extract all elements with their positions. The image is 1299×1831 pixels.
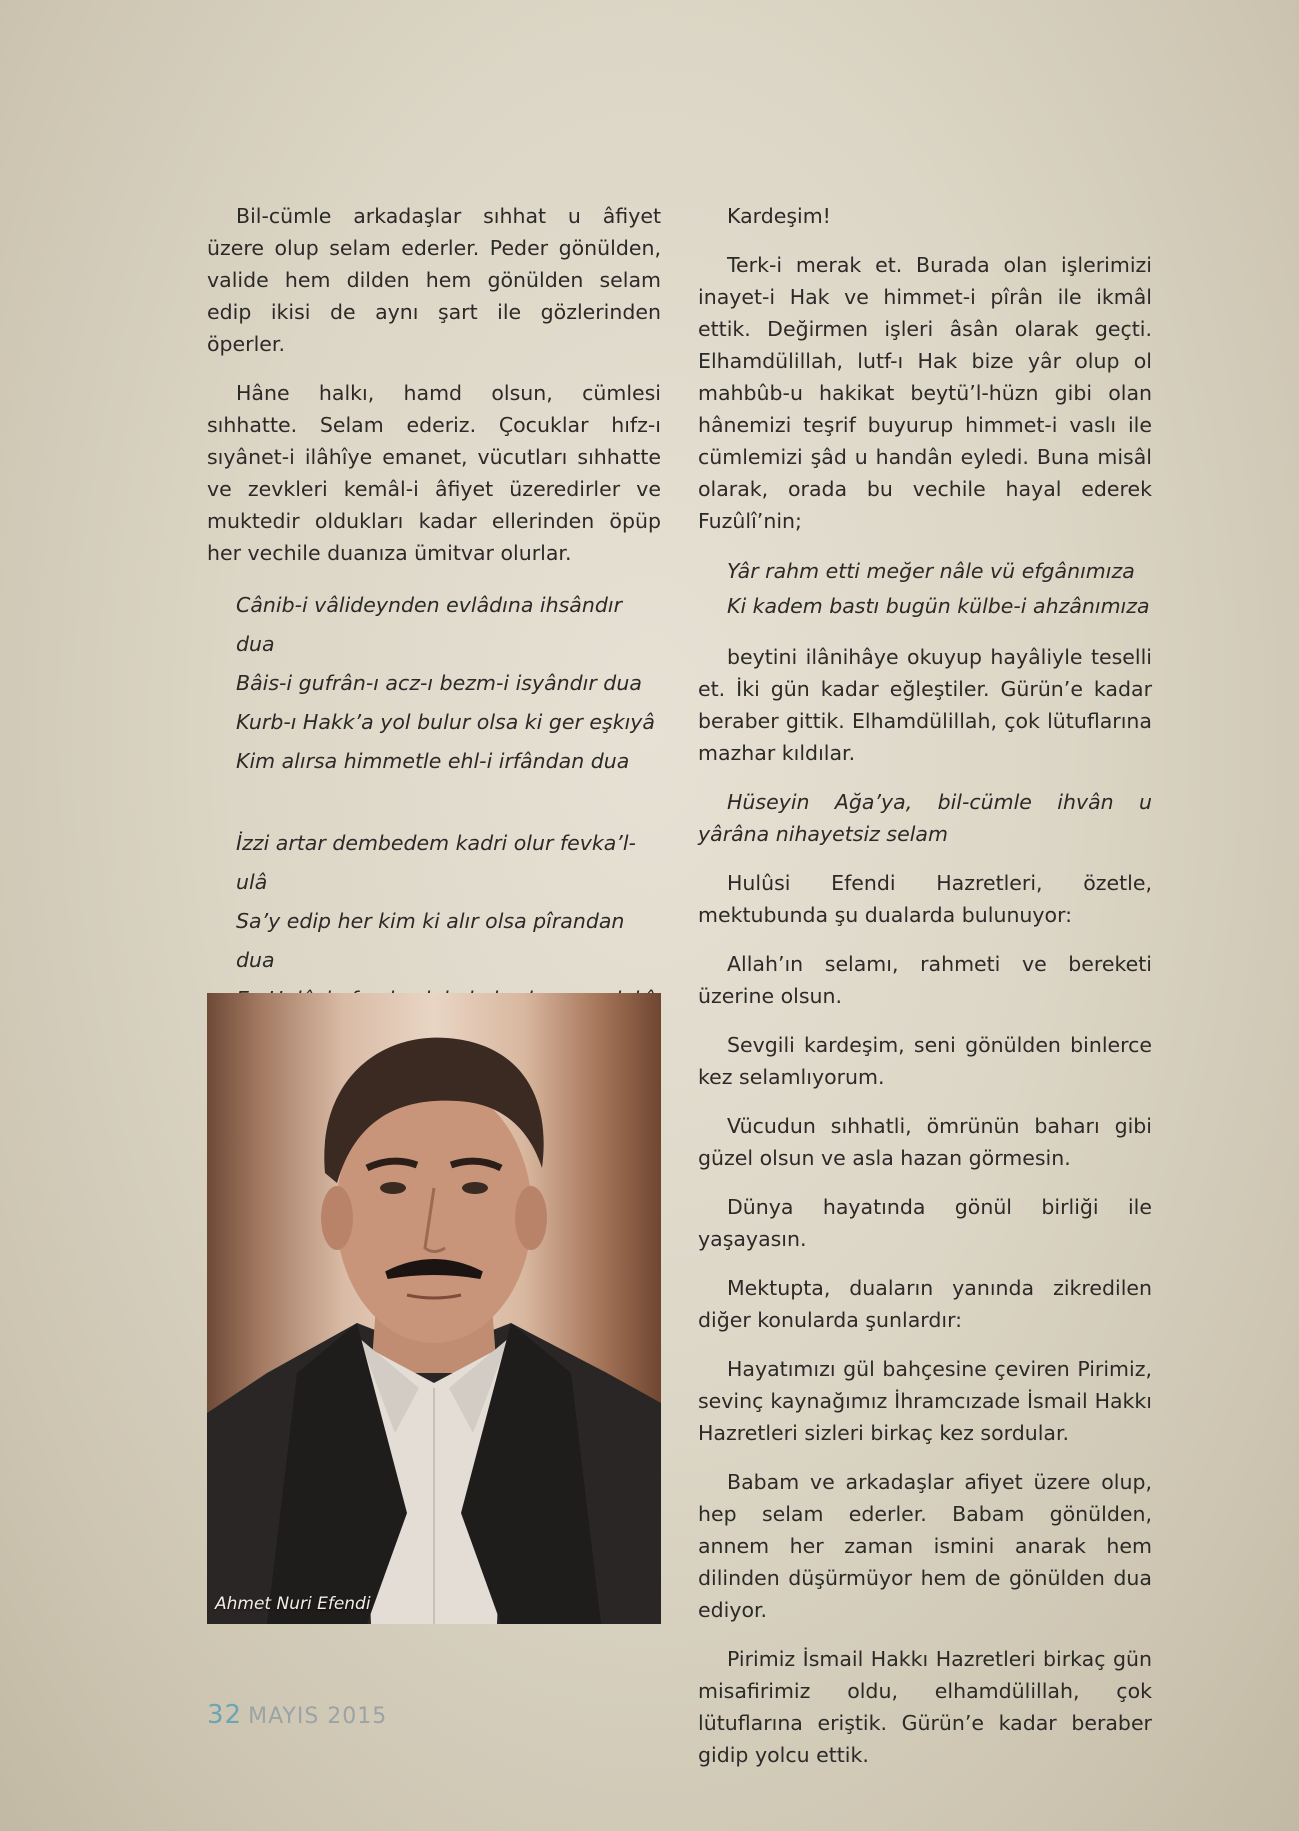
right-column — [698, 200, 1152, 1788]
paragraph: Hulûsi Efendi Hazretleri, özetle, mektubunda şu dualarda bulunuyor: — [698, 871, 1152, 927]
paragraph: Allah’ın selamı, rahmeti ve bereketi üzerine olsun. — [698, 952, 1152, 1008]
verse-block — [236, 586, 661, 781]
portrait-photo — [207, 993, 661, 1624]
photo-caption: Ahmet Nuri Efendi — [215, 1594, 371, 1614]
paragraph: Hüseyin Ağa’ya, bil-cümle ihvân u yârâna nihayetsiz selam — [698, 790, 1152, 846]
verse-line: Yâr rahm etti meğer nâle vü efgânımıza — [727, 559, 1135, 583]
issue-date: MAYIS 2015 — [248, 1704, 388, 1729]
verse-line: Sa’y edip her kim ki alır olsa pîrandan dua — [236, 909, 625, 972]
left-column — [207, 200, 661, 1114]
verse-line: Kim alırsa himmetle ehl-i irfândan dua — [236, 749, 630, 773]
verse-line: İzzi artar dembedem kadri olur fevka’l-ulâ — [236, 831, 636, 894]
paragraph: beytini ilânihâye okuyup hayâliyle teselli et. İki gün kadar eğleştiler. Gürün’e kadar beraber gittik. Elhamdülillah, çok lütuflarına mazhar kıldılar. — [698, 645, 1152, 765]
page-footer — [207, 1700, 387, 1730]
paragraph: Vücudun sıhhatli, ömrünün baharı gibi güzel olsun ve asla hazan görmesin. — [698, 1114, 1152, 1170]
verse-line: Bâis-i gufrân-ı acz-ı bezm-i isyândır dua — [236, 671, 642, 695]
verse-line: Ki kadem bastı bugün külbe-i ahzânımıza — [727, 594, 1150, 618]
paragraph: Mektupta, duaların yanında zikredilen diğer konularda şunlardır: — [698, 1276, 1152, 1332]
paragraph: Hâne halkı, hamd olsun, cümlesi sıhhatte. Selam ederiz. Çocuklar hıfz-ı sıyânet-i ilâhîye emanet, vücutları sıhhatte ve zevkleri kemâl-i âfiyet üzeredirler ve muktedir oldukları kadar ellerinden öpüp her vechile duanıza ümitvar olurlar. — [207, 381, 661, 565]
portrait-illustration — [207, 993, 661, 1624]
verse-block — [727, 554, 1152, 624]
greeting: Kardeşim! — [727, 204, 831, 228]
verse-line: Kurb-ı Hakk’a yol bulur olsa ki ger eşkıyâ — [236, 710, 655, 734]
paragraph: Dünya hayatında gönül birliği ile yaşayasın. — [698, 1195, 1152, 1251]
paragraph: Hayatımızı gül bahçesine çeviren Pirimiz, sevinç kaynağımız İhramcızade İsmail Hakkı Hazretleri sizleri birkaç kez sordular. — [698, 1357, 1152, 1445]
page-number: 32 — [207, 1700, 243, 1730]
paragraph: Pirimiz İsmail Hakkı Hazretleri birkaç gün misafirimiz oldu, elhamdülillah, çok lütuflarına eriştik. Gürün’e kadar beraber gidip yolcu ettik. — [698, 1647, 1152, 1767]
paragraph: Terk-i merak et. Burada olan işlerimizi inayet-i Hak ve himmet-i pîrân ile ikmâl ettik. Değirmen işleri âsân olarak geçti. Elhamdülillah, lutf-ı Hak bize yâr olup ol mahbûb-u hakikat beytü’l-hüzn gibi olan hânemizi teşrif buyurup himmet-i vaslı ile cümlemizi şâd u handân eyledi. Buna misâl olarak, orada bu vechile hayal ederek Fuzûlî’nin; — [698, 253, 1152, 533]
paragraph: Babam ve arkadaşlar afiyet üzere olup, hep selam ederler. Babam gönülden, annem her zaman ismini anarak hem dilinden düşürmüyor hem de gönülden dua ediyor. — [698, 1470, 1152, 1622]
paragraph: Bil-cümle arkadaşlar sıhhat u âfiyet üzere olup selam ederler. Peder gönülden, valide hem dilden hem gönülden selam edip ikisi de aynı şart ile gözlerinden öperler. — [207, 204, 661, 356]
verse-line: Cânib-i vâlideynden evlâdına ihsândır dua — [236, 593, 622, 656]
paragraph: Sevgili kardeşim, seni gönülden binlerce kez selamlıyorum. — [698, 1033, 1152, 1089]
